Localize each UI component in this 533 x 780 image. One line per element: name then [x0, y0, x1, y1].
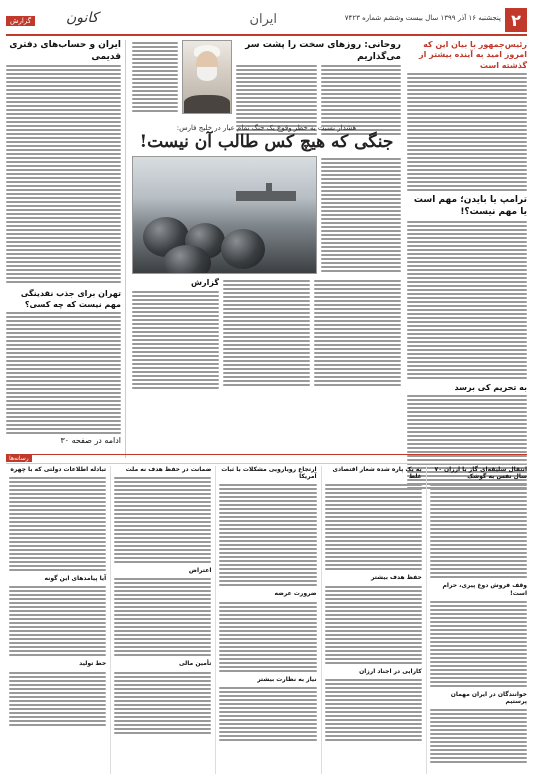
kicker: هشدار نسبت به خطر وقوع یک جنگ تمام عیار در خلیج فارس: — [176, 124, 357, 132]
bottom-column-subhead: ضرورت عرضه — [274, 590, 317, 598]
left-footer-note: ادامه در صفحه ۳۰ — [60, 436, 121, 446]
bottom-column-subhead: کارایی در اجناد ارزان — [359, 667, 422, 675]
left-sub-headline: تهران برای جذب نقدینگی مهم نیست که چه کسی؟ — [20, 289, 121, 309]
bottom-column — [110, 466, 211, 774]
bottom-column-subhead: نیاز به نظارت بیشتر — [257, 675, 317, 683]
bottom-column — [6, 466, 106, 774]
bottom-column-subhead: تأمین مالی — [178, 660, 212, 668]
top-tag: گزارش — [6, 16, 35, 26]
bottom-column-subhead: خط تولید — [79, 660, 107, 668]
bottom-column-headline: ارتجاع رویارویی مشکلات با ثبات آمریکا — [221, 466, 317, 481]
page-number: ۲ — [505, 8, 527, 32]
left-column — [6, 40, 126, 458]
top-section — [6, 40, 527, 458]
bottom-column-headline: تبادله اطلاعات دولتی که با چهره — [10, 466, 107, 473]
right-text-2 — [407, 219, 527, 379]
bottom-section — [6, 466, 527, 774]
page-header — [6, 6, 527, 36]
bottom-strip-tag: رسانه‌ها — [6, 455, 32, 462]
bottom-column-subhead: وقف فروش دوغ پیری، حرام است! — [442, 582, 527, 597]
brand-logo: کانون — [66, 10, 99, 26]
left-headline: ایران و حساب‌های دفتری قدیمی — [9, 40, 121, 62]
bottom-column-subhead: اعتراض — [188, 567, 212, 575]
issue-line: پنجشنبه ۱۶ آذر ۱۳۹۹ سال بیست وششم شماره ۷۴۲۳ — [344, 14, 501, 22]
lead-headline: روحانی: روزهای سخت را پشت سر می‌گذاریم — [245, 40, 401, 62]
bottom-column-subhead: حفظ هدف بیشتر — [370, 574, 422, 582]
bottom-column-subhead: آیا پیامدهای این گونه — [44, 575, 107, 583]
bottom-column — [426, 466, 527, 774]
photo-caption: گزارش — [190, 278, 219, 288]
right-intro: رئیس‌جمهور با بیان این که امروز امید به آینده بیشتر از گذشته است — [419, 40, 527, 70]
left-text-2 — [6, 310, 121, 434]
portrait-photo — [182, 40, 232, 114]
right-text-1 — [407, 71, 527, 191]
right-headline-1: ترامپ یا بایدن؛ مهم است یا مهم نیست؟! — [413, 195, 527, 217]
big-headline: جنگی که هیچ کس طالب آن نیست! — [139, 132, 394, 152]
bottom-column-headline: ضمانت در حفظ هدف نه ملت — [125, 466, 212, 473]
section-title: ایران — [249, 12, 277, 27]
bottom-column — [321, 466, 422, 774]
center-section — [132, 40, 401, 458]
bottom-column — [215, 466, 316, 774]
right-headline-2: به تحریم کی برسد — [454, 382, 527, 392]
bottom-strip — [6, 454, 527, 464]
naval-mines-photo — [132, 156, 317, 274]
bottom-column-headline: انتقال سلیقه‌ای گاز با ارزان ۷۰ سال نفس به گوشک — [434, 466, 527, 481]
lead-block — [132, 40, 401, 118]
bottom-column-subhead: خوانندگان در ایران مهمان پرستیم — [450, 690, 527, 705]
right-column — [407, 40, 527, 458]
left-text-1 — [6, 63, 121, 283]
bottom-column-headline: به یک پاره شده شعار اقتصادی غلط — [332, 466, 422, 481]
